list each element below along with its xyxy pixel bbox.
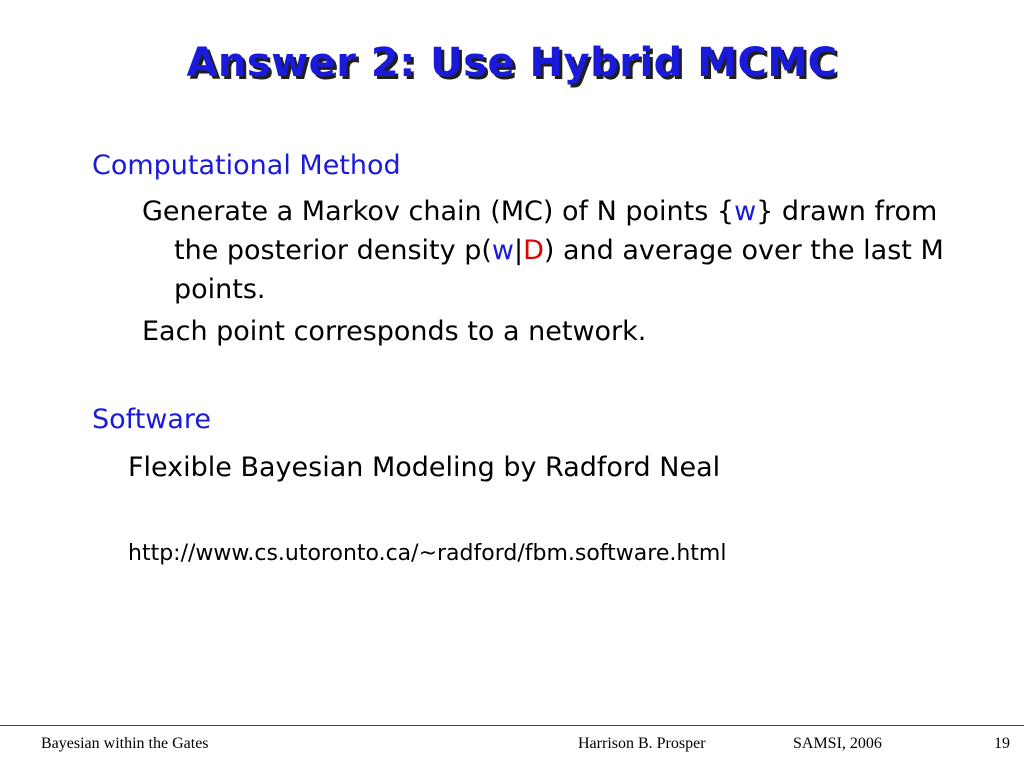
symbol-w: w xyxy=(491,235,514,266)
generate-text-mid: } drawn from the posterior density p( xyxy=(174,196,938,266)
footer-conference: SAMSI, 2006 xyxy=(793,735,882,752)
generate-text-pre: Generate a Markov chain (MC) of N points { xyxy=(142,196,735,227)
generate-text-post: ) and average over the last M points. xyxy=(174,235,944,305)
symbol-d: D xyxy=(523,235,544,266)
bullet-each-point: Each point corresponds to a network. xyxy=(142,316,647,347)
page-number: 19 xyxy=(994,735,1010,752)
slide-title: Answer 2: Use Hybrid MCMC xyxy=(186,40,838,86)
software-url-link[interactable]: http://www.cs.utoronto.ca/~radford/fbm.software.html xyxy=(128,541,727,566)
bullet-generate-markov-chain xyxy=(142,192,964,309)
section-heading-computational-method: Computational Method xyxy=(92,150,401,181)
conditional-bar: | xyxy=(513,235,524,266)
symbol-w: w xyxy=(734,196,757,227)
footer-divider xyxy=(0,725,1024,726)
footer-presentation-title: Bayesian within the Gates xyxy=(41,735,209,752)
footer-author: Harrison B. Prosper xyxy=(578,735,706,752)
bullet-fbm: Flexible Bayesian Modeling by Radford Neal xyxy=(128,452,721,483)
section-heading-software: Software xyxy=(92,404,212,435)
